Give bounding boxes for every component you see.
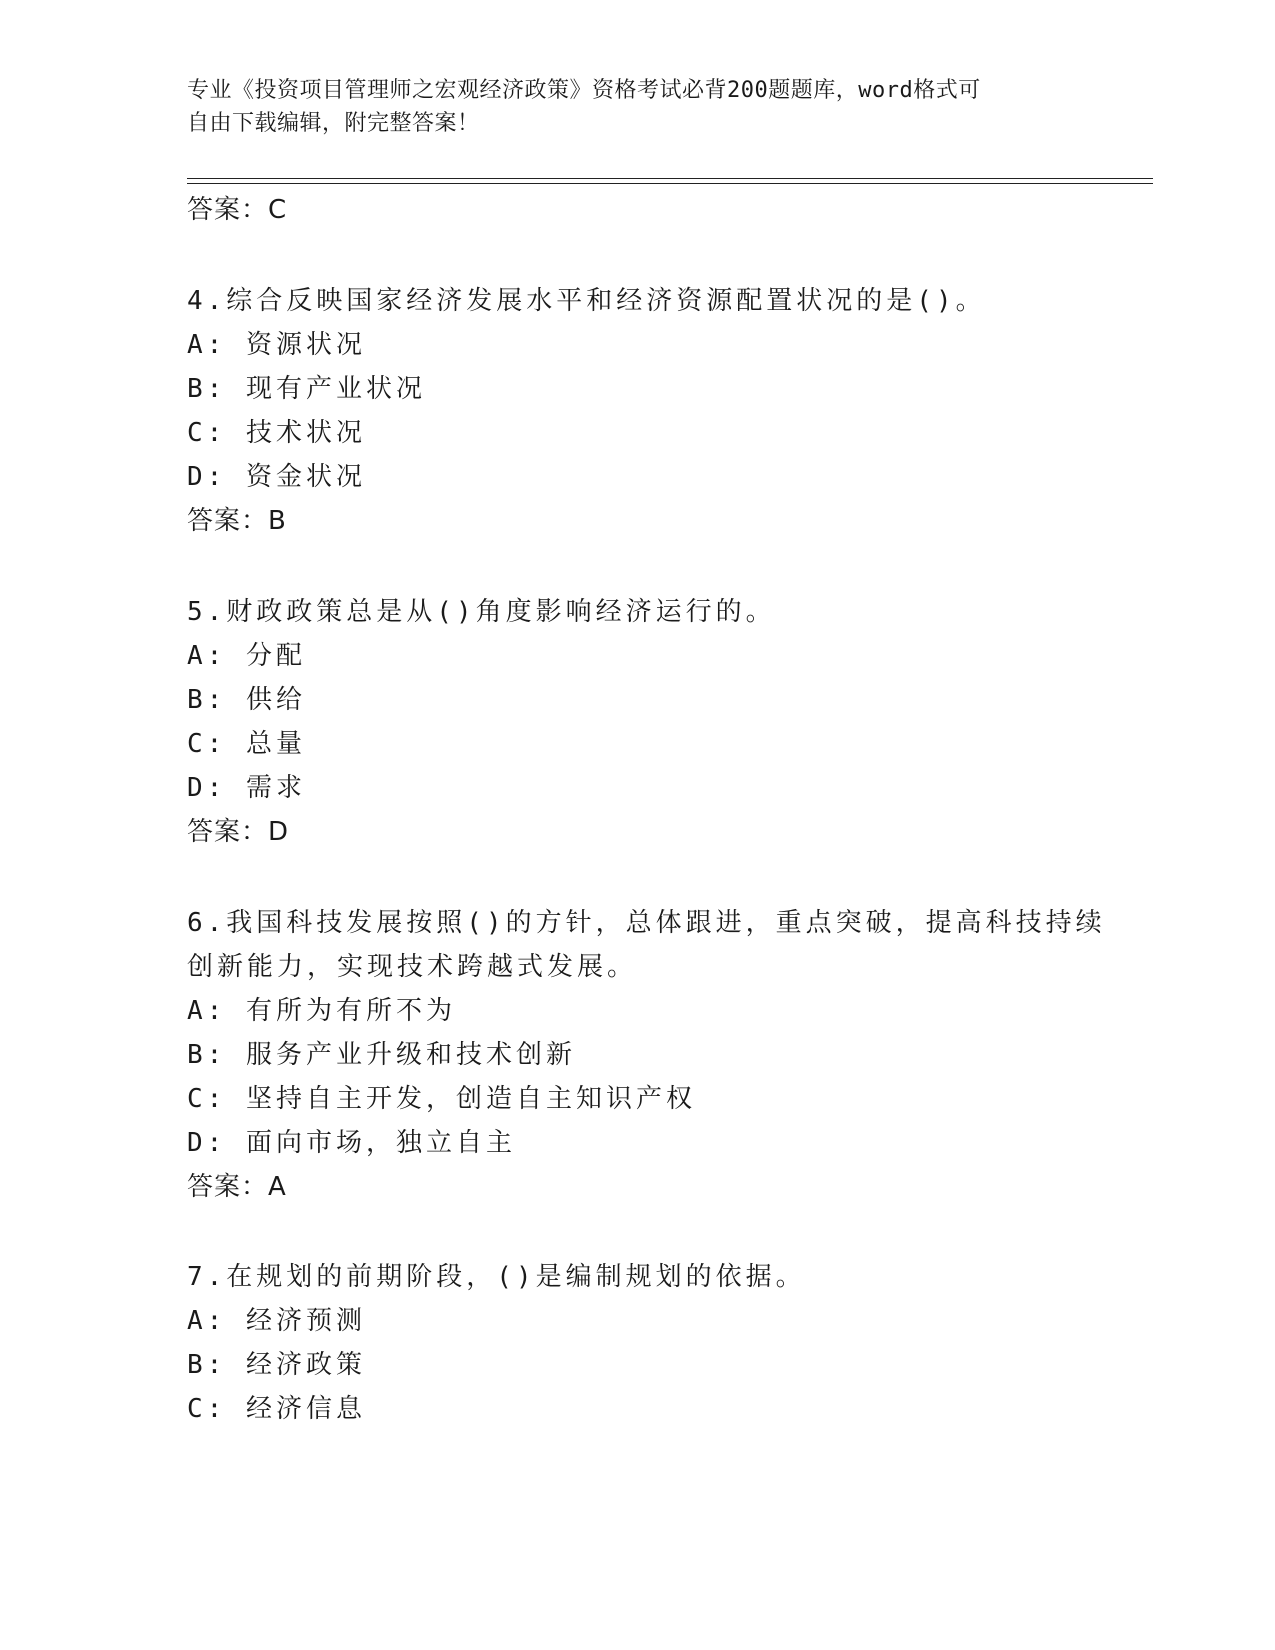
- question-4-answer: 答案：B: [187, 506, 287, 536]
- question-6-option-d: D: 面向市场，独立自主: [187, 1128, 516, 1158]
- header-line-1: 专业《投资项目管理师之宏观经济政策》资格考试必背200题题库，word格式可: [187, 78, 981, 103]
- question-4-option-a: A: 资源状况: [187, 330, 366, 360]
- question-4-option-c: C: 技术状况: [187, 418, 366, 448]
- question-6-option-c: C: 坚持自主开发，创造自主知识产权: [187, 1084, 696, 1114]
- question-5-answer: 答案：D: [187, 817, 290, 847]
- question-6-option-a: A: 有所为有所不为: [187, 996, 456, 1026]
- question-5-option-d: D: 需求: [187, 773, 306, 803]
- question-6-stem-line-2: 创新能力，实现技术跨越式发展。: [187, 952, 638, 982]
- document-header: [187, 74, 1067, 140]
- question-4-stem: 4.综合反映国家经济发展水平和经济资源配置状况的是()。: [187, 286, 986, 316]
- header-divider-bottom: [187, 183, 1153, 184]
- question-6-stem-line-1: 6.我国科技发展按照()的方针，总体跟进，重点突破，提高科技持续: [187, 908, 1106, 938]
- question-6-answer: 答案：A: [187, 1172, 287, 1202]
- question-4-option-d: D: 资金状况: [187, 462, 366, 492]
- header-line-2: 自由下载编辑，附完整答案！: [187, 111, 480, 136]
- question-7-option-a: A: 经济预测: [187, 1306, 366, 1336]
- answer-line: 答案：C: [187, 195, 288, 225]
- question-5-option-b: B: 供给: [187, 685, 306, 715]
- question-5-option-a: A: 分配: [187, 641, 306, 671]
- question-5-stem: 5.财政政策总是从()角度影响经济运行的。: [187, 597, 776, 627]
- question-7-option-c: C: 经济信息: [187, 1394, 366, 1424]
- question-7-option-b: B: 经济政策: [187, 1350, 366, 1380]
- header-divider-top: [187, 178, 1153, 179]
- question-6-option-b: B: 服务产业升级和技术创新: [187, 1040, 576, 1070]
- question-7-stem: 7.在规划的前期阶段，()是编制规划的依据。: [187, 1262, 806, 1292]
- question-5-option-c: C: 总量: [187, 729, 306, 759]
- question-4-option-b: B: 现有产业状况: [187, 374, 426, 404]
